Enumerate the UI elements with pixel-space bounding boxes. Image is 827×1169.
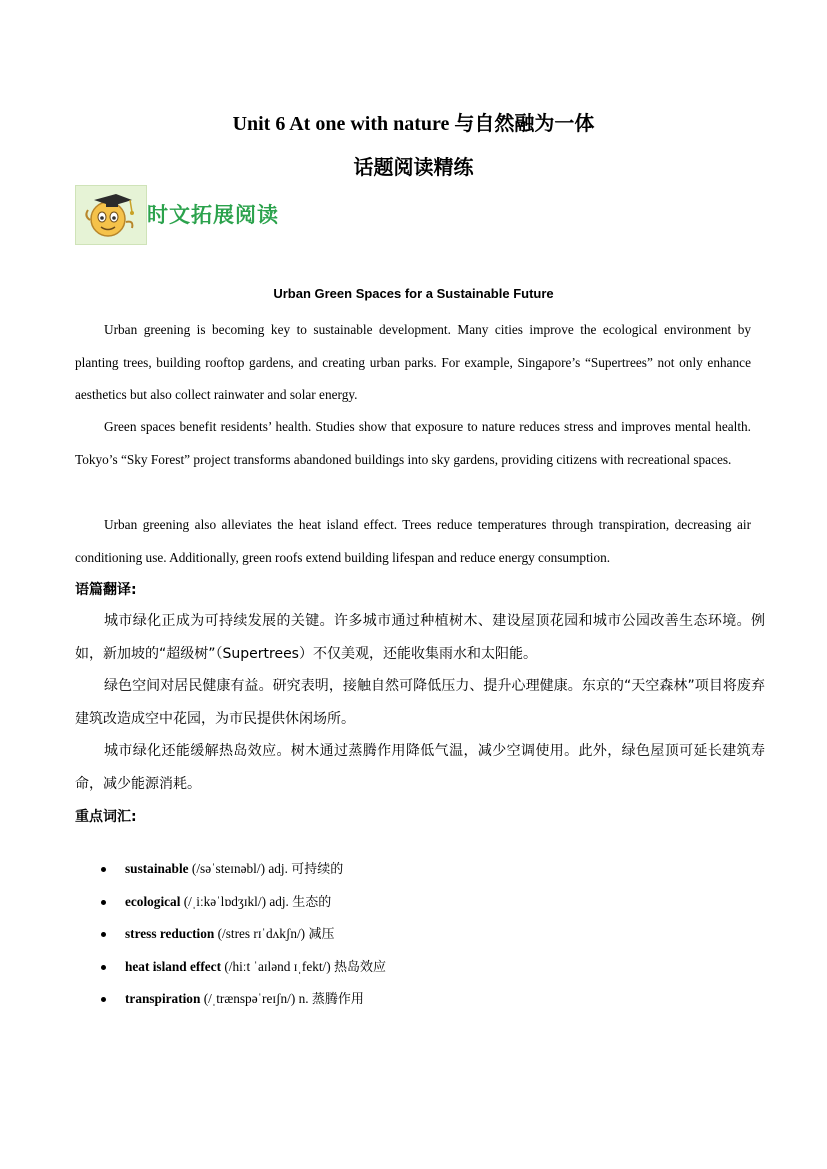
translation-paragraph: 城市绿化正成为可持续发展的关键。许多城市通过种植树木、建设屋顶花园和城市公园改善生态环境。例如，新加坡的“超级树”（Supertrees）不仅美观，还能收集雨水和太阳能。 <box>75 613 765 662</box>
bullet-icon <box>101 965 106 970</box>
page-title: Unit 6 At one with nature 与自然融为一体 <box>232 113 595 135</box>
article-paragraph: Urban greening also alleviates the heat island effect. Trees reduce temperatures through transpiration, decreasing air conditioning use. Additionally, green roofs extend building lifespan and reduce energy consumption. <box>75 517 751 565</box>
translation-paragraph: 城市绿化还能缓解热岛效应。树木通过蒸腾作用降低气温，减少空调使用。此外，绿色屋顶可延长建筑寿命，减少能源消耗。 <box>75 743 765 792</box>
vocabulary-item <box>101 951 386 984</box>
vocab-phonetic: (/hiːt ˈaɪlənd ɪˌfekt/) <box>224 958 331 974</box>
bullet-icon <box>101 997 106 1002</box>
vocab-word: ecological <box>125 893 181 909</box>
section-heading: 时文拓展阅读 <box>147 203 279 227</box>
bullet-icon <box>101 900 106 905</box>
bullet-icon <box>101 932 106 937</box>
bullet-icon <box>101 867 106 872</box>
vocab-meaning: 热岛效应 <box>334 959 387 975</box>
page-subtitle: 话题阅读精练 <box>353 157 474 179</box>
translation-paragraph: 绿色空间对居民健康有益。研究表明，接触自然可降低压力、提升心理健康。东京的“天空森林”项目将废弃建筑改造成空中花园，为市民提供休闲场所。 <box>75 678 765 727</box>
vocab-meaning: 生态的 <box>292 894 332 910</box>
vocab-phonetic: (/ˌtrænspəˈreɪʃn/) n. <box>203 991 309 1006</box>
vocab-phonetic: (/stres rɪˈdʌkʃn/) <box>217 926 306 941</box>
vocab-word: stress reduction <box>125 926 215 941</box>
article-title: Urban Green Spaces for a Sustainable Future <box>273 286 554 301</box>
vocabulary-list <box>101 853 386 1016</box>
article-paragraph: Urban greening is becoming key to sustainable development. Many cities improve the ecological environment by planting trees, building rooftop gardens, and creating urban parks. For example, Singapore’s “Supertrees” not only enhance aesthetics but also collect rainwater and solar energy. <box>75 322 751 402</box>
vocab-word: heat island effect <box>125 958 222 974</box>
vocab-phonetic: (/ˌiːkəˈlɒdʒɪkl/) adj. <box>183 893 289 909</box>
translation-label: 语篇翻译: <box>75 582 137 598</box>
vocab-word: sustainable <box>125 861 189 876</box>
vocab-meaning: 可持续的 <box>291 862 344 877</box>
vocabulary-item <box>101 983 386 1016</box>
vocabulary-label: 重点词汇: <box>75 809 137 825</box>
vocab-meaning: 蒸腾作用 <box>311 992 364 1007</box>
vocabulary-item <box>101 886 386 919</box>
article-paragraph: Green spaces benefit residents’ health. Studies show that exposure to nature reduces stress and improves mental health. Tokyo’s “Sky Forest” project transforms abandoned buildings into sky gardens, providing citizens with recreational spaces. <box>75 419 751 467</box>
vocabulary-item <box>101 918 386 951</box>
vocab-word: transpiration <box>125 991 201 1006</box>
vocab-phonetic: (/səˈsteɪnəbl/) adj. <box>191 861 288 876</box>
vocabulary-item <box>101 853 386 886</box>
cartoon-graduate-icon <box>75 185 147 245</box>
vocab-meaning: 减压 <box>308 927 335 942</box>
